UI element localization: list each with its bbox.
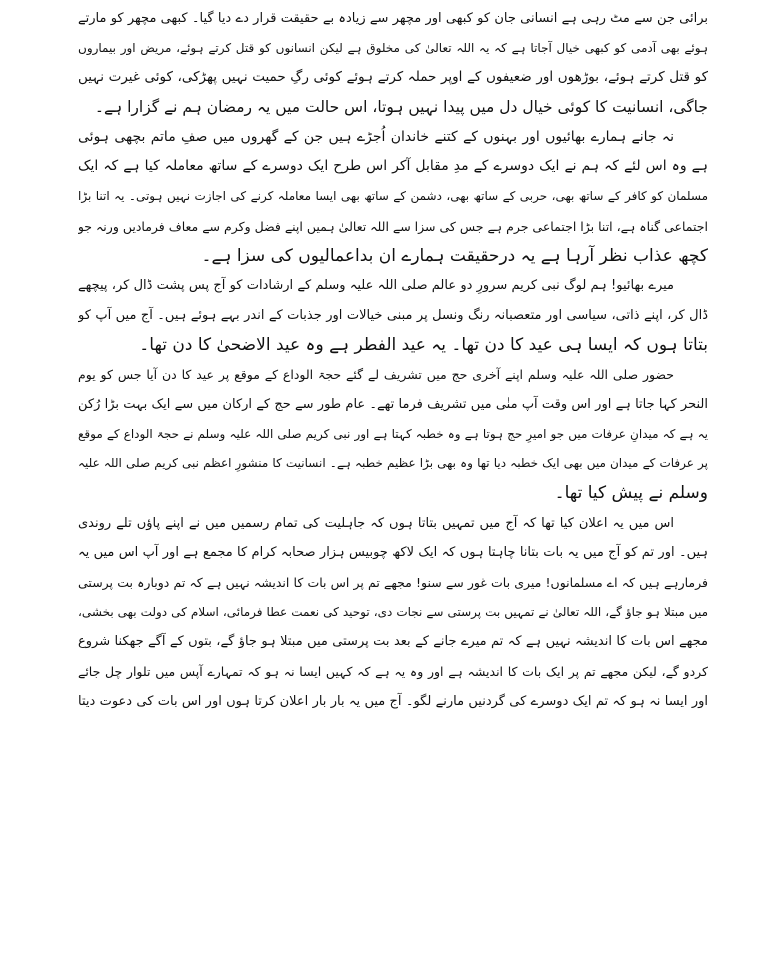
text-line: بتاتا ہوں کہ ایسا ہی عید کا دن تھا۔ یہ عید الفطر ہے وہ عید الاضحیٰ کا دن تھا۔ [139,334,708,355]
text-line: مجھے اس بات کا اندیشہ نہیں ہے کہ تم میرے جانے کے بعد بت پرستی میں مبتلا ہو جاؤ گے، بتوں کے آگے جھکنا شروع [78,634,708,650]
text-line: یہ ہے کہ میدانِ عرفات میں جو امیرِ حج ہوتا ہے وہ خطبہ کہتا ہے اور نبی کریم صلی اللہ علیہ وسلم نے حجۃ الوداع کے موقع [78,426,708,441]
text-line: فرمارہے ہیں کہ اے مسلمانوں! میری بات غور سے سنو! مجھے تم پر اس بات کا اندیشہ نہیں ہے کہ تم دوبارہ بت پرستی [78,575,708,591]
text-line: النحر کہا جاتا ہے اور اس وقت آپ منٰی میں تشریف فرما تھے۔ عام طور سے حج کے ارکان میں سے ایک بہت بڑا رُکن [78,396,708,412]
text-line: اور ایسا نہ ہو کہ تم ایک دوسرے کی گردنیں مارنے لگو۔ آج میں یہ بار بار اعلان کرتا ہوں اور اس بات کی دعوت دیتا [78,693,708,709]
text-line: میں مبتلا ہو جاؤ گے، اللہ تعالیٰ نے تمہیں بت پرستی سے نجات دی، توحید کی نعمت عطا فرمائی، اسلام کی دولت بھی بخشی، [78,604,708,619]
text-line: اجتماعی گناہ ہے، اتنا بڑا اجتماعی جرم ہے جس کی سزا سے اللہ تعالیٰ ہمیں اپنے فضل وکرم سے معاف فرمادیں ورنہ جو [78,218,708,234]
paragraph [78,271,708,360]
text-line: کردو گے، لیکن مجھے تم پر ایک بات کا اندیشہ ہے اور وہ یہ ہے کہ کہیں ایسا نہ ہو کہ تمہارے آپس میں تلوار چل جائے [78,664,708,680]
paragraph [78,360,708,508]
text-line: ہے وہ اس لئے کہ ہم نے ایک دوسرے کے مدِ مقابل آکر اس طرح ایک دوسرے کے ساتھ معاملہ کیا ہے کہ ایک [78,158,708,175]
text-line: وسلم نے پیش کیا تھا۔ [554,483,708,503]
paragraph [78,509,708,717]
text-line: جاگی، انسانیت کا کوئی خیال دل میں پیدا نہیں ہوتا، اس حالت میں یہ رمضان ہم نے گزارا ہے۔ [94,98,708,117]
text-line: اس میں یہ اعلان کیا تھا کہ آج میں تمہیں بتاتا ہوں کہ جاہلیت کی تمام رسمیں میں نے اپنے پاؤں تلے روندی [78,515,674,531]
text-line: ڈال کر، اپنے ذاتی، سیاسی اور متعصبانہ رنگ ونسل پر مبنی خیالات اور جذبات کے اندر بہے ہوئے ہیں۔ آج میں آپ کو [78,307,708,323]
text-line: حضور صلی اللہ علیہ وسلم اپنے آخری حج میں تشریف لے گئے حجۃ الوداع کے موقع پر عید کا دن آیا جس کو یوم [78,367,674,383]
paragraph [78,123,708,271]
text-line: کو قتل کرتے ہوئے، بوڑھوں اور ضعیفوں کے اوپر حملہ کرتے ہوئے کوئی رگِ حمیت نہیں پھڑکی، کوئی غیرت نہیں [78,69,708,86]
text-line: مسلمان کو کافر کے ساتھ بھی، حربی کے ساتھ بھی، دشمن کے ساتھ بھی ایسا معاملہ کرنے کی اجازت نہیں ہوتی۔ یہ اتنا بڑا [78,189,708,204]
text-line: ہوئے بھی آدمی کو کبھی خیال آجاتا ہے کہ یہ اللہ تعالیٰ کی مخلوق ہے لیکن انسانوں کو قتل کرتے ہوئے، مریض اور بیماروں [78,40,708,55]
paragraph [78,4,708,123]
text-line: ہیں۔ اور تم کو آج میں یہ بات بتانا چاہتا ہوں کہ ایک لاکھ چوبیس ہزار صحابہ کرام کا مجمع ہے اور آپ اس میں یہ [78,545,708,561]
text-line: برائی جن سے مٹ رہی ہے انسانی جان کو کبھی اور مچھر سے زیادہ بے حقیقت قرار دے دیا گیا۔ کبھی مچھر کو مارتے [78,11,708,26]
text-line: کچھ عذاب نظر آرہا ہے یہ درحقیقت ہمارے ان بداعمالیوں کی سزا ہے۔ [201,245,708,266]
text-line: میرے بھائیو! ہم لوگ نبی کریم سرورِ دو عالم صلی اللہ علیہ وسلم کے ارشادات کو آج پس پشت ڈال کر، پیچھے [78,278,674,294]
text-line: نہ جانے ہمارے بھائیوں اور بہنوں کے کتنے خاندان اُجڑے ہیں جن کے گھروں میں صفِ ماتم بچھی ہوئی [78,128,674,145]
text-line: پر عرفات کے میدان میں بھی ایک خطبہ دیا تھا وہ بھی بڑا عظیم خطبہ ہے۔ انسانیت کا منشورِ اعظم نبی کریم صلی اللہ علیہ [78,456,708,471]
